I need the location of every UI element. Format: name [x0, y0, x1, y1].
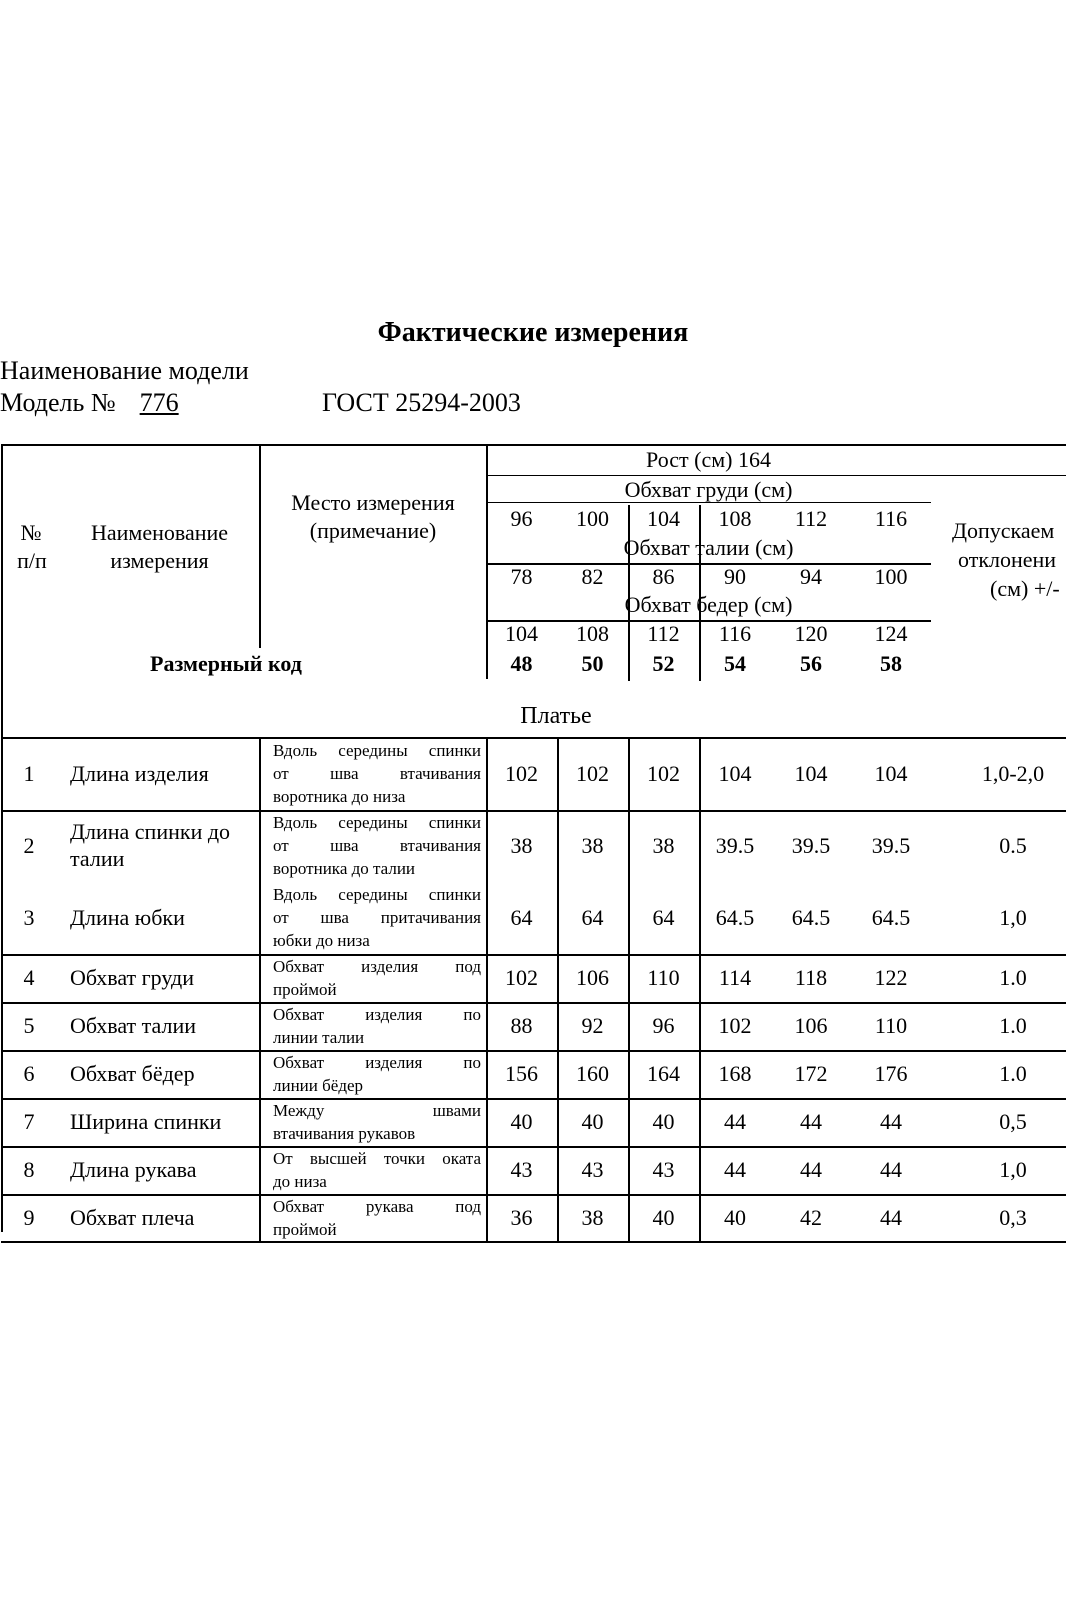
row-value: 114 [718, 965, 752, 990]
row-value: 40 [652, 1109, 675, 1134]
row-value: 39.5 [871, 833, 911, 858]
row-value: 44 [880, 1109, 902, 1134]
row-value: 40 [652, 1205, 675, 1230]
row-name: Длина рукава [70, 1157, 197, 1182]
row-value: 38 [581, 1205, 604, 1230]
row-value: 64.5 [791, 905, 831, 930]
row-name: Длина юбки [70, 905, 185, 930]
row-value: 44 [880, 1205, 902, 1230]
header-name-1: Наименование [90, 520, 229, 545]
row-value: 38 [510, 833, 533, 858]
gost-standard: ГОСТ 25294-2003 [322, 388, 521, 417]
chest-label: Обхват груди (см) [624, 477, 793, 502]
size-code-5: 56 [800, 651, 822, 676]
header-no-1: № [20, 520, 42, 545]
row-value: 106 [794, 1013, 828, 1038]
row-place-line: Обхват изделия под [273, 957, 481, 976]
tolerance-label-2: отклонени [958, 547, 1057, 572]
row-value: 106 [576, 965, 609, 990]
row-value: 160 [576, 1061, 609, 1086]
row-value: 43 [510, 1157, 533, 1182]
row-value: 40 [581, 1109, 604, 1134]
row-value: 168 [718, 1061, 752, 1086]
waist-size-2: 82 [581, 564, 604, 589]
size-code-1: 48 [510, 651, 533, 676]
row-tolerance: 1.0 [999, 1061, 1027, 1086]
size-code-2: 50 [581, 651, 604, 676]
row-value: 43 [652, 1157, 675, 1182]
row-value: 44 [880, 1157, 902, 1182]
row-value: 156 [505, 1061, 538, 1086]
row-sep-7-8 [1, 1146, 1066, 1148]
height-label: Рост (см) 164 [646, 447, 771, 472]
row-value: 104 [718, 761, 752, 786]
body-divider-name-place [259, 739, 261, 1243]
header-place-2: (примечание) [309, 518, 437, 543]
height-row-bottom [486, 475, 1066, 476]
row-value: 92 [581, 1013, 604, 1038]
size-code-label: Размерный код [150, 651, 302, 676]
row-name: Длина изделия [70, 761, 209, 786]
row-value: 44 [800, 1157, 822, 1182]
page-title: Фактические измерения [377, 317, 689, 348]
row-value: 42 [800, 1205, 822, 1230]
header-no-2: п/п [17, 548, 47, 573]
row-value: 43 [581, 1157, 604, 1182]
row-value: 40 [724, 1205, 746, 1230]
chest-size-6: 116 [874, 506, 908, 531]
row-number: 2 [23, 833, 35, 858]
row-value: 88 [510, 1013, 533, 1038]
row-tolerance: 1,0 [999, 905, 1027, 930]
row-place-line: втачивания рукавов [273, 1124, 416, 1143]
row-value: 38 [652, 833, 675, 858]
header-name-2: измерения [110, 548, 209, 573]
waist-size-5: 94 [800, 564, 822, 589]
model-number-label: Модель № [0, 388, 116, 417]
row-value: 102 [647, 761, 680, 786]
row-place-line: линии бёдер [273, 1076, 364, 1095]
table-bottom-border [1, 1241, 1066, 1243]
waist-label: Обхват талии (см) [623, 535, 794, 560]
row-number: 6 [23, 1061, 35, 1086]
waist-size-1: 78 [510, 564, 533, 589]
row-place-line: Обхват рукава под [273, 1197, 481, 1216]
hips-label: Обхват бедер (см) [624, 592, 793, 617]
row-value: 102 [576, 761, 609, 786]
hips-size-5: 120 [794, 621, 828, 646]
row-place-line: от шва втачивания [273, 764, 481, 783]
row-name: Ширина спинки [70, 1109, 222, 1134]
row-name: Обхват груди [70, 965, 194, 990]
row-tolerance: 0.5 [999, 833, 1027, 858]
row-place-line: Вдоль середины спинки [273, 741, 481, 760]
row-value: 110 [647, 965, 680, 990]
header-bottom [1, 737, 1066, 739]
hips-size-4: 116 [718, 621, 752, 646]
row-sep-4-5 [1, 1002, 1066, 1004]
row-place-line: от шва втачивания [273, 836, 481, 855]
divider-name-place [259, 444, 261, 648]
row-value: 64 [581, 905, 604, 930]
row-number: 5 [23, 1013, 35, 1038]
table-top-border [1, 444, 1066, 446]
row-place-line: до низа [273, 1172, 327, 1191]
row-place-line: проймой [273, 980, 337, 999]
row-tolerance: 0,3 [999, 1205, 1027, 1230]
row-sep-8-9 [1, 1194, 1066, 1196]
row-tolerance: 1.0 [999, 965, 1027, 990]
row-place-line: воротника до талии [273, 859, 416, 878]
row-place-line: воротника до низа [273, 787, 406, 806]
row-value: 104 [794, 761, 828, 786]
header-place-1: Место измерения [291, 490, 455, 515]
row-sep-6-7 [1, 1098, 1066, 1100]
row-place-line: От высшей точки оката [273, 1149, 481, 1168]
chest-size-1: 96 [510, 506, 533, 531]
section-title: Платье [520, 703, 592, 729]
row-number: 1 [23, 761, 35, 786]
row-value: 64.5 [715, 905, 755, 930]
row-value: 64 [510, 905, 533, 930]
row-value: 118 [794, 965, 828, 990]
row-value: 104 [874, 761, 908, 786]
row-place-line: Обхват изделия по [273, 1005, 481, 1024]
row-number: 8 [23, 1157, 35, 1182]
row-value: 64.5 [871, 905, 911, 930]
row-sep-5-6 [1, 1050, 1066, 1052]
row-value: 39.5 [715, 833, 755, 858]
row-value: 44 [800, 1109, 822, 1134]
row-value: 176 [874, 1061, 908, 1086]
row-number: 7 [23, 1109, 35, 1134]
row-place-line: от шва притачивания [273, 908, 481, 927]
row-value: 102 [505, 965, 538, 990]
table-left-border [1, 444, 3, 1232]
model-name-label: Наименование модели [0, 356, 249, 385]
row-tolerance: 0,5 [999, 1109, 1027, 1134]
row-name: талии [70, 846, 125, 871]
row-value: 102 [505, 761, 538, 786]
row-value: 110 [874, 1013, 908, 1038]
row-value: 39.5 [791, 833, 831, 858]
row-place-line: юбки до низа [273, 931, 370, 950]
row-place-line: Обхват изделия по [273, 1053, 481, 1072]
hips-size-1: 104 [505, 621, 538, 646]
tolerance-label-1: Допускаем [952, 518, 1055, 543]
row-name: Обхват бёдер [70, 1061, 195, 1086]
model-number: 776 [139, 388, 179, 417]
tolerance-label-3: (см) +/- [990, 576, 1060, 601]
size-code-6: 58 [880, 651, 902, 676]
row-value: 164 [647, 1061, 680, 1086]
hips-size-2: 108 [576, 621, 609, 646]
row-place-line: Между швами [273, 1101, 481, 1120]
row-number: 9 [23, 1205, 35, 1230]
row-place-line: проймой [273, 1220, 337, 1239]
waist-size-4: 90 [724, 564, 746, 589]
chest-size-2: 100 [576, 506, 609, 531]
row-tolerance: 1,0 [999, 1157, 1027, 1182]
row-number: 3 [23, 905, 35, 930]
row-sep-1-2 [1, 810, 1066, 812]
row-value: 172 [794, 1061, 828, 1086]
row-value: 40 [510, 1109, 533, 1134]
model-number-line [0, 388, 189, 418]
chest-size-4: 108 [718, 506, 752, 531]
hips-size-6: 124 [874, 621, 908, 646]
row-name: Длина спинки до [70, 819, 231, 844]
size-code-4: 54 [724, 651, 746, 676]
row-value: 102 [718, 1013, 752, 1038]
row-place-line: линии талии [273, 1028, 365, 1047]
row-value: 36 [510, 1205, 533, 1230]
chest-size-5: 112 [794, 506, 828, 531]
row-name: Обхват плеча [70, 1205, 195, 1230]
row-value: 64 [652, 905, 675, 930]
row-tolerance: 1,0-2,0 [981, 761, 1045, 786]
chest-size-3: 104 [647, 506, 680, 531]
row-value: 96 [652, 1013, 675, 1038]
size-code-3: 52 [652, 651, 675, 676]
row-value: 38 [581, 833, 604, 858]
waist-size-6: 100 [874, 564, 908, 589]
row-name: Обхват талии [70, 1013, 197, 1038]
waist-size-3: 86 [652, 564, 675, 589]
row-tolerance: 1.0 [999, 1013, 1027, 1038]
row-value: 122 [874, 965, 908, 990]
row-value: 44 [724, 1157, 746, 1182]
row-place-line: Вдоль середины спинки [273, 813, 481, 832]
row-sep-3-4 [1, 954, 1066, 956]
row-number: 4 [23, 965, 35, 990]
hips-size-3: 112 [647, 621, 680, 646]
row-place-line: Вдоль середины спинки [273, 885, 481, 904]
row-value: 44 [724, 1109, 746, 1134]
